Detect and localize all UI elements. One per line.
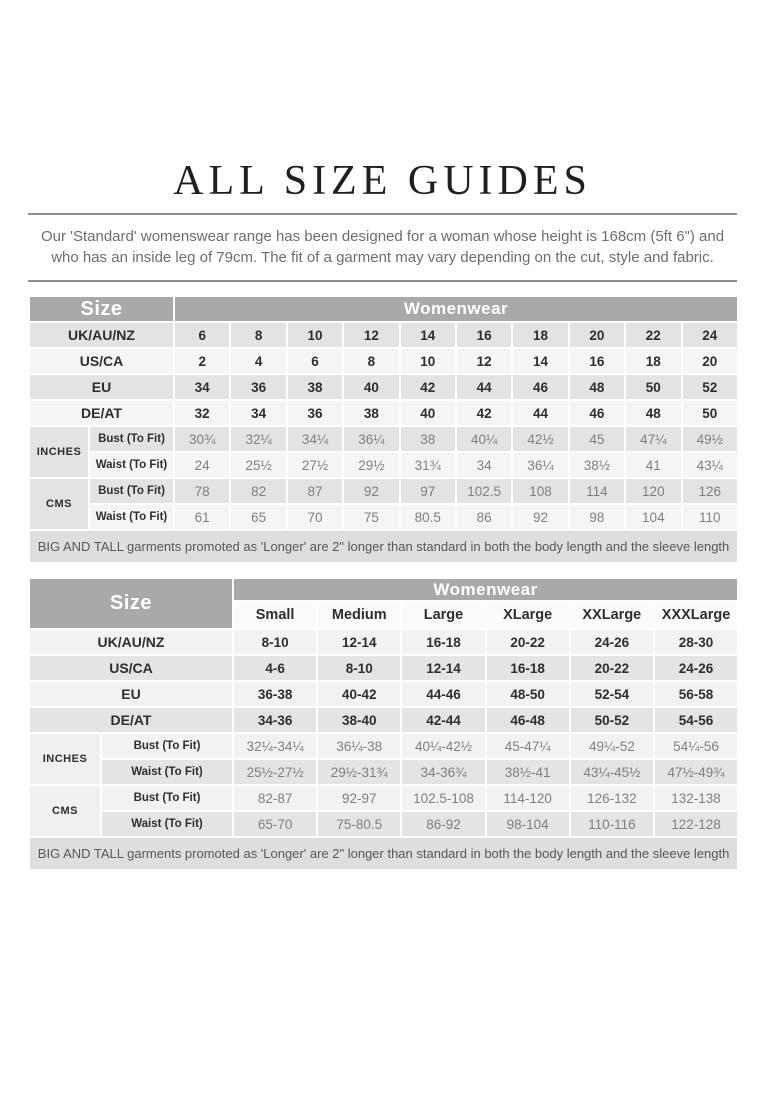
size-cell: 12-14 (317, 629, 401, 655)
size-cell: 44 (456, 374, 512, 400)
size-cell: 6 (174, 322, 230, 348)
size-cell: 46 (569, 400, 625, 426)
measure-cell: 41 (625, 452, 681, 478)
size-cell: 8-10 (233, 629, 317, 655)
measure-cell: 38½-41 (486, 759, 570, 785)
size-cell: 28-30 (654, 629, 738, 655)
size-cell: 50 (682, 400, 738, 426)
size-cell: 24-26 (654, 655, 738, 681)
table-row-waist-cms (29, 811, 738, 837)
measure-cell: 110 (682, 504, 738, 530)
measure-cell: 98-104 (486, 811, 570, 837)
row-label: EU (29, 681, 233, 707)
measure-cell: 92-97 (317, 785, 401, 811)
table-note-row (29, 530, 738, 563)
row-label: DE/AT (29, 707, 233, 733)
measure-cell: 54¼-56 (654, 733, 738, 759)
measure-cell: 34-36¾ (401, 759, 485, 785)
row-label: DE/AT (29, 400, 174, 426)
size-cell: 46 (512, 374, 568, 400)
column-header-large: Large (401, 601, 485, 629)
size-cell: 36 (287, 400, 343, 426)
measure-label: Waist (To Fit) (101, 759, 233, 785)
measure-label: Bust (To Fit) (101, 733, 233, 759)
measure-cell: 40¼-42½ (401, 733, 485, 759)
table-row-waist-inches (29, 452, 738, 478)
size-cell: 44 (512, 400, 568, 426)
measure-cell: 29½ (343, 452, 399, 478)
measure-cell: 47¼ (625, 426, 681, 452)
measure-cell: 45-47¼ (486, 733, 570, 759)
column-header-xlarge: XLarge (486, 601, 570, 629)
column-header-small: Small (233, 601, 317, 629)
measure-cell: 82-87 (233, 785, 317, 811)
big-and-tall-note: BIG AND TALL garments promoted as 'Longer' are 2" longer than standard in both the body length and the sleeve length (29, 530, 738, 563)
measure-cell: 38 (400, 426, 456, 452)
measure-label: Waist (To Fit) (89, 452, 174, 478)
measure-cell: 122-128 (654, 811, 738, 837)
size-cell: 42 (456, 400, 512, 426)
row-label: UK/AU/NZ (29, 322, 174, 348)
unit-label-cms: CMS (29, 785, 101, 837)
size-cell: 14 (400, 322, 456, 348)
measure-cell: 132-138 (654, 785, 738, 811)
size-cell: 34 (230, 400, 286, 426)
size-header: Size (29, 296, 174, 322)
measure-cell: 65 (230, 504, 286, 530)
divider-bottom (28, 280, 737, 282)
measure-label: Waist (To Fit) (89, 504, 174, 530)
size-cell: 16-18 (486, 655, 570, 681)
table-row-waist-inches (29, 759, 738, 785)
size-cell: 52-54 (570, 681, 654, 707)
row-label: EU (29, 374, 174, 400)
size-cell: 10 (287, 322, 343, 348)
size-cell: 20-22 (486, 629, 570, 655)
measure-cell: 86-92 (401, 811, 485, 837)
measure-cell: 34¼ (287, 426, 343, 452)
table-header-row (29, 578, 738, 601)
size-cell: 4 (230, 348, 286, 374)
measure-cell: 102.5 (456, 478, 512, 504)
size-cell: 12 (343, 322, 399, 348)
size-cell: 48 (569, 374, 625, 400)
measure-cell: 49½ (682, 426, 738, 452)
unit-label-inches: INCHES (29, 426, 89, 478)
womenwear-header: Womenwear (233, 578, 738, 601)
size-cell: 2 (174, 348, 230, 374)
measure-cell: 92 (343, 478, 399, 504)
description-line-1: Our 'Standard' womenswear range has been designed for a woman whose height is 168cm (5ft 6") and (40, 228, 725, 245)
womenwear-numeric-size-table (28, 295, 739, 564)
measure-cell: 78 (174, 478, 230, 504)
size-cell: 8 (343, 348, 399, 374)
size-cell: 12 (456, 348, 512, 374)
size-cell: 24 (682, 322, 738, 348)
size-cell: 40 (343, 374, 399, 400)
measure-cell: 27½ (287, 452, 343, 478)
measure-cell: 98 (569, 504, 625, 530)
measure-cell: 43¼ (682, 452, 738, 478)
row-label: UK/AU/NZ (29, 629, 233, 655)
measure-cell: 97 (400, 478, 456, 504)
measure-cell: 36¼ (343, 426, 399, 452)
measure-cell: 110-116 (570, 811, 654, 837)
measure-cell: 102.5-108 (401, 785, 485, 811)
measure-cell: 61 (174, 504, 230, 530)
measure-cell: 70 (287, 504, 343, 530)
measure-label: Bust (To Fit) (89, 478, 174, 504)
measure-cell: 30¾ (174, 426, 230, 452)
table-row-us (29, 348, 738, 374)
unit-label-cms: CMS (29, 478, 89, 530)
size-cell: 52 (682, 374, 738, 400)
measure-cell: 92 (512, 504, 568, 530)
page-title: ALL SIZE GUIDES (173, 158, 592, 204)
measure-cell: 120 (625, 478, 681, 504)
description-line-2: who has an inside leg of 79cm. The fit of a garment may vary depending on the cut, style and fabric. (51, 249, 714, 266)
measure-cell: 126 (682, 478, 738, 504)
measure-label: Waist (To Fit) (101, 811, 233, 837)
size-cell: 20 (682, 348, 738, 374)
size-cell: 38 (343, 400, 399, 426)
measure-cell: 24 (174, 452, 230, 478)
size-cell: 46-48 (486, 707, 570, 733)
measure-cell: 38½ (569, 452, 625, 478)
size-cell: 8 (230, 322, 286, 348)
measure-cell: 36¼ (512, 452, 568, 478)
measure-cell: 32¼-34¼ (233, 733, 317, 759)
table-row-bust-cms (29, 478, 738, 504)
measure-cell: 82 (230, 478, 286, 504)
measure-label: Bust (To Fit) (89, 426, 174, 452)
measure-cell: 25½ (230, 452, 286, 478)
size-cell: 36-38 (233, 681, 317, 707)
measure-cell: 104 (625, 504, 681, 530)
size-cell: 18 (512, 322, 568, 348)
table-row-bust-inches (29, 733, 738, 759)
divider-top (28, 213, 737, 215)
measure-cell: 87 (287, 478, 343, 504)
measure-cell: 108 (512, 478, 568, 504)
size-cell: 24-26 (570, 629, 654, 655)
column-header-xxlarge: XXLarge (570, 601, 654, 629)
size-cell: 40 (400, 400, 456, 426)
size-cell: 42-44 (401, 707, 485, 733)
table-row-us (29, 655, 738, 681)
measure-label: Bust (To Fit) (101, 785, 233, 811)
table-row-bust-cms (29, 785, 738, 811)
measure-cell: 86 (456, 504, 512, 530)
size-cell: 42 (400, 374, 456, 400)
size-cell: 44-46 (401, 681, 485, 707)
size-cell: 40-42 (317, 681, 401, 707)
measure-cell: 49¼-52 (570, 733, 654, 759)
row-label: US/CA (29, 655, 233, 681)
measure-cell: 42½ (512, 426, 568, 452)
measure-cell: 45 (569, 426, 625, 452)
size-cell: 20-22 (570, 655, 654, 681)
page-description (28, 226, 737, 268)
size-cell: 54-56 (654, 707, 738, 733)
size-cell: 56-58 (654, 681, 738, 707)
measure-cell: 36¼-38 (317, 733, 401, 759)
table-row-eu (29, 681, 738, 707)
womenwear-alpha-size-table (28, 577, 739, 871)
size-cell: 8-10 (317, 655, 401, 681)
table-row-de (29, 400, 738, 426)
size-cell: 36 (230, 374, 286, 400)
table-row-uk (29, 629, 738, 655)
measure-cell: 75 (343, 504, 399, 530)
measure-cell: 34 (456, 452, 512, 478)
measure-cell: 75-80.5 (317, 811, 401, 837)
table-row-de (29, 707, 738, 733)
measure-cell: 80.5 (400, 504, 456, 530)
measure-cell: 43¼-45½ (570, 759, 654, 785)
measure-cell: 47½-49¾ (654, 759, 738, 785)
size-cell: 48 (625, 400, 681, 426)
size-cell: 32 (174, 400, 230, 426)
measure-cell: 25½-27½ (233, 759, 317, 785)
size-cell: 16 (456, 322, 512, 348)
row-label: US/CA (29, 348, 174, 374)
table-header-row (29, 296, 738, 322)
measure-cell: 126-132 (570, 785, 654, 811)
size-cell: 22 (625, 322, 681, 348)
womenwear-header: Womenwear (174, 296, 738, 322)
size-cell: 34-36 (233, 707, 317, 733)
measure-cell: 32¼ (230, 426, 286, 452)
measure-cell: 29½-31¾ (317, 759, 401, 785)
size-cell: 6 (287, 348, 343, 374)
measure-cell: 65-70 (233, 811, 317, 837)
column-header-medium: Medium (317, 601, 401, 629)
measure-cell: 31¾ (400, 452, 456, 478)
table-row-uk (29, 322, 738, 348)
measure-cell: 114 (569, 478, 625, 504)
size-cell: 18 (625, 348, 681, 374)
size-cell: 16-18 (401, 629, 485, 655)
size-cell: 10 (400, 348, 456, 374)
measure-cell: 114-120 (486, 785, 570, 811)
unit-label-inches: INCHES (29, 733, 101, 785)
size-cell: 38-40 (317, 707, 401, 733)
size-cell: 38 (287, 374, 343, 400)
big-and-tall-note: BIG AND TALL garments promoted as 'Longer' are 2" longer than standard in both the body length and the sleeve length (29, 837, 738, 870)
size-cell: 12-14 (401, 655, 485, 681)
measure-cell: 40¼ (456, 426, 512, 452)
size-cell: 50-52 (570, 707, 654, 733)
size-cell: 14 (512, 348, 568, 374)
size-cell: 20 (569, 322, 625, 348)
size-header: Size (29, 578, 233, 629)
column-header-xxxlarge: XXXLarge (654, 601, 738, 629)
table-row-waist-cms (29, 504, 738, 530)
table-row-bust-inches (29, 426, 738, 452)
size-cell: 4-6 (233, 655, 317, 681)
size-cell: 16 (569, 348, 625, 374)
size-cell: 34 (174, 374, 230, 400)
size-cell: 50 (625, 374, 681, 400)
table-note-row (29, 837, 738, 870)
table-row-eu (29, 374, 738, 400)
size-cell: 48-50 (486, 681, 570, 707)
